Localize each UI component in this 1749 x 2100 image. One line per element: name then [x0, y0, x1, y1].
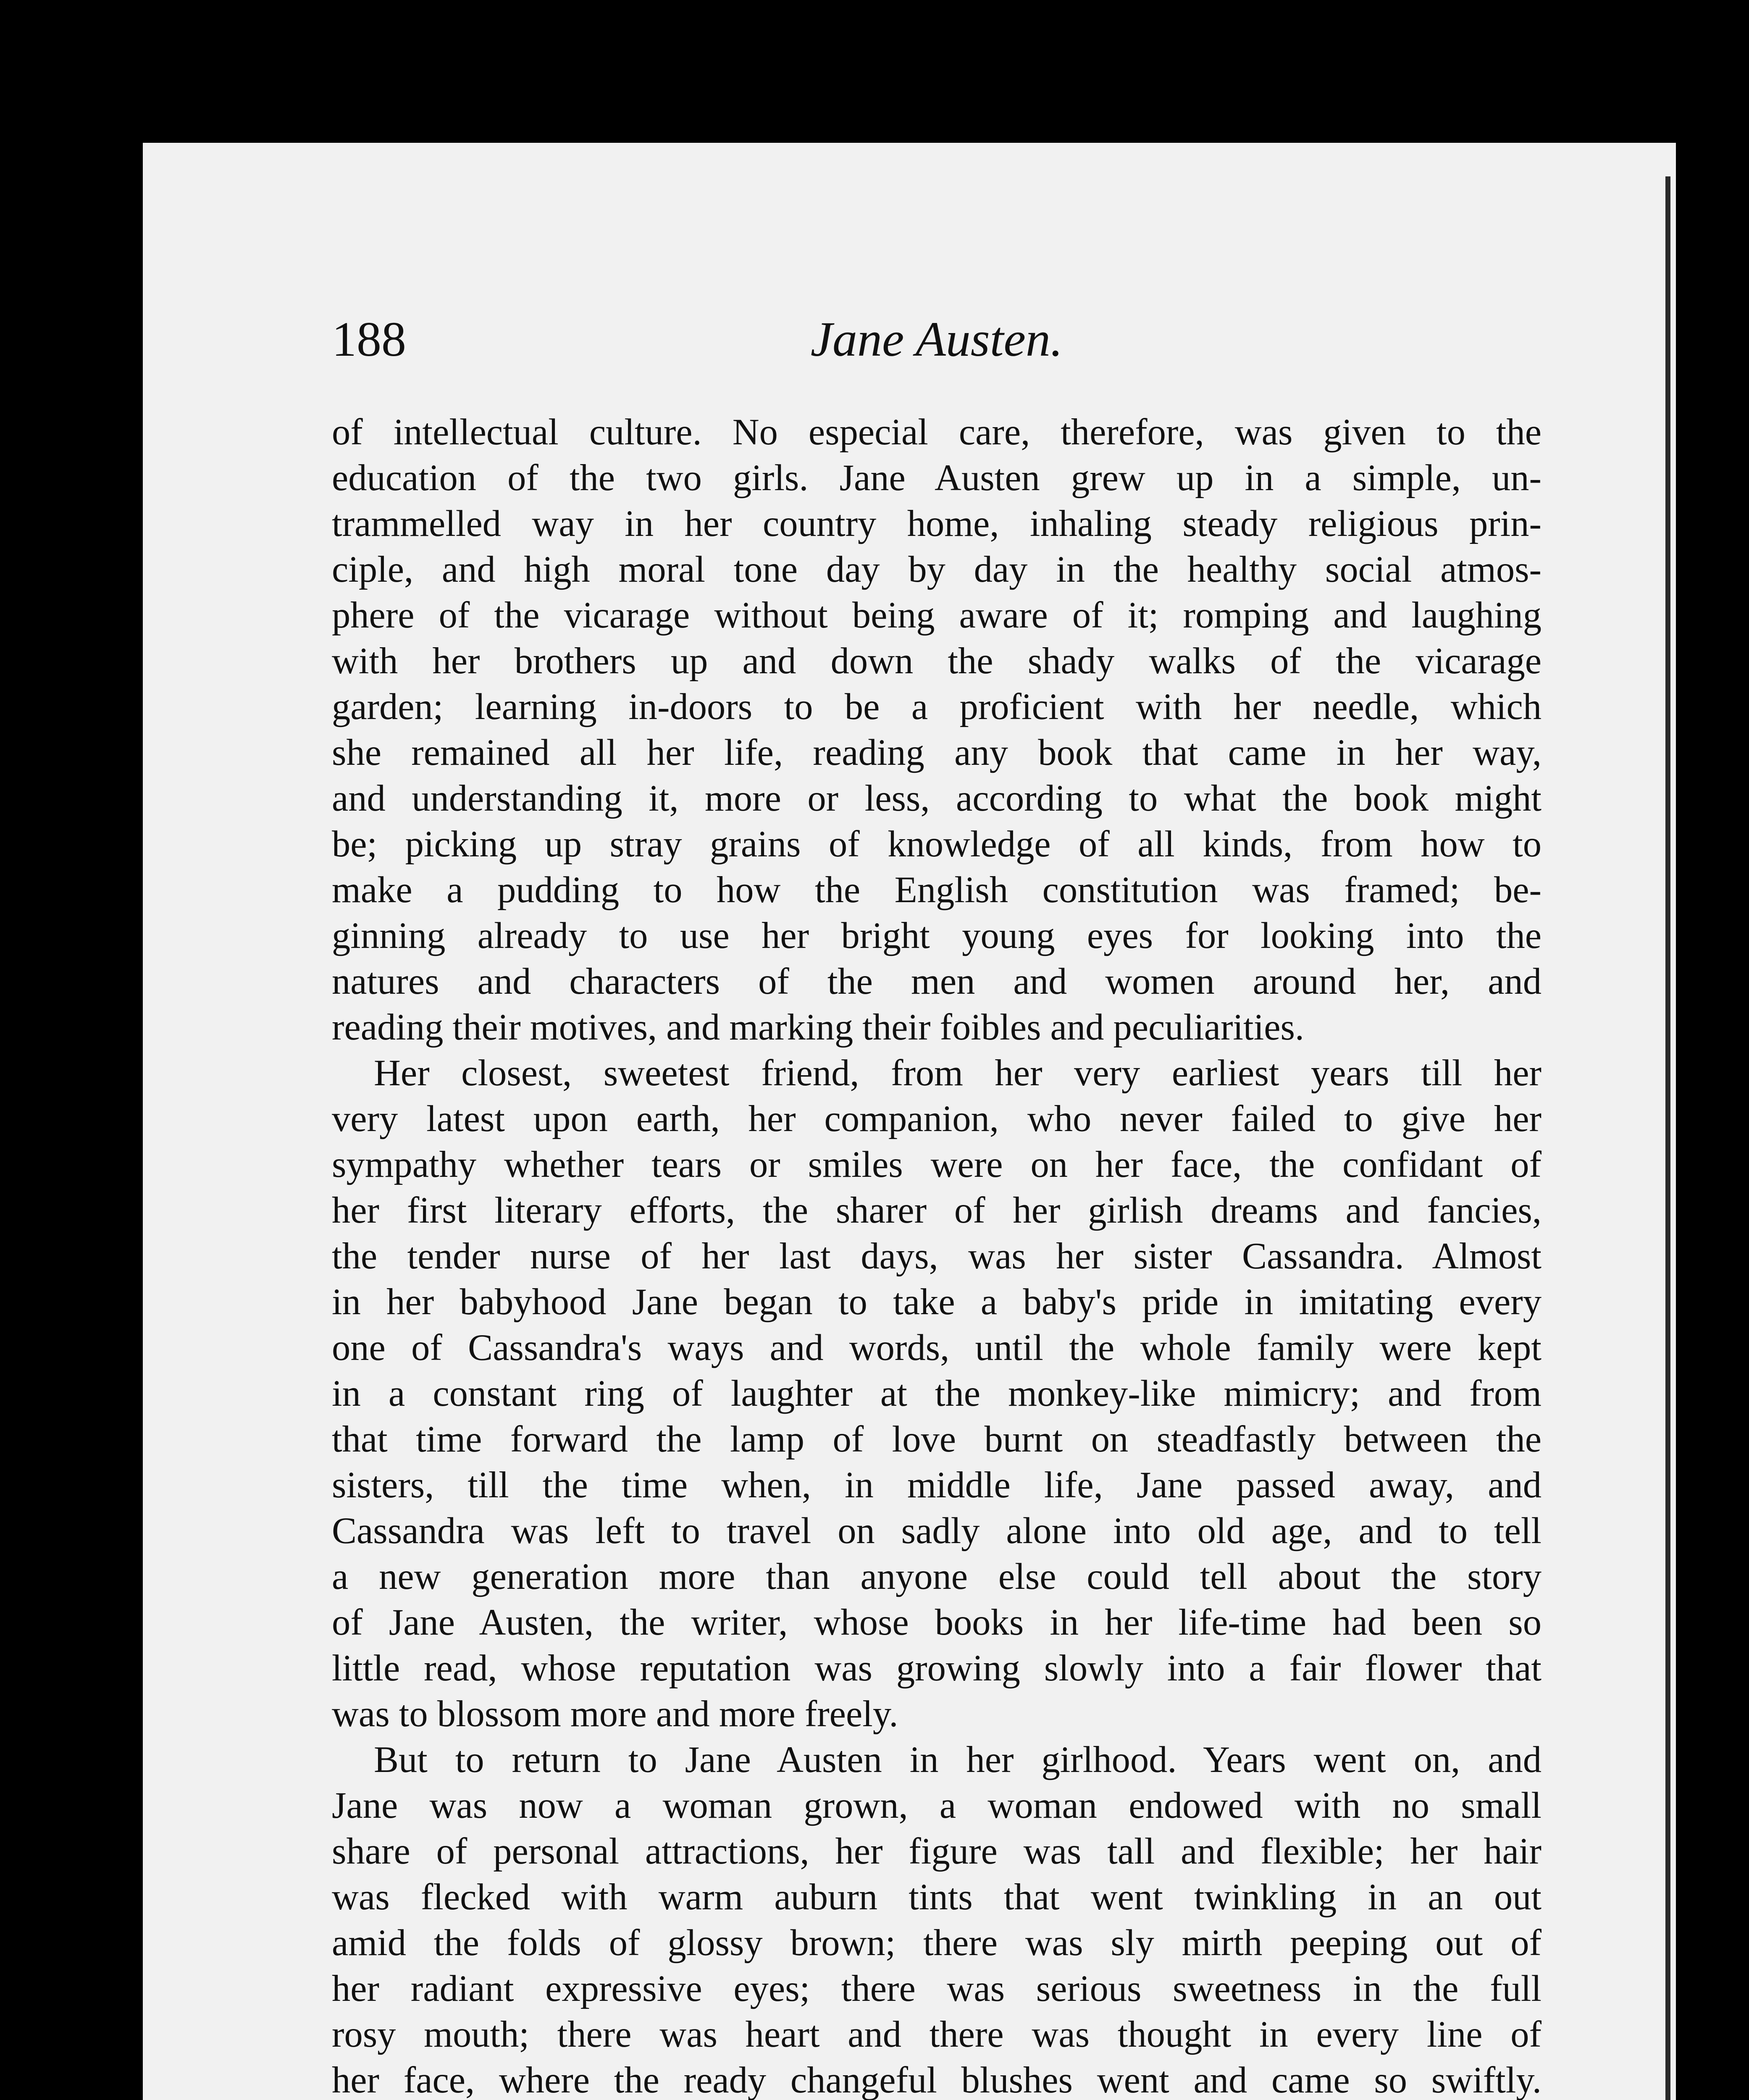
text-line: her face, where the ready changeful blushes went and came so swiftly.: [332, 2060, 1542, 2100]
text-line: and understanding it, more or less, according to what the book might: [332, 778, 1542, 819]
text-line: Cassandra was left to travel on sadly alone into old age, and to tell: [332, 1510, 1542, 1551]
text-line: trammelled way in her country home, inhaling steady religious prin-: [332, 503, 1542, 544]
text-line: a new generation more than anyone else could tell about the story: [332, 1556, 1542, 1597]
text-line: amid the folds of glossy brown; there was sly mirth peeping out of: [332, 1922, 1542, 1964]
text-line: she remained all her life, reading any book that came in her way,: [332, 732, 1542, 773]
text-line: natures and characters of the men and women around her, and: [332, 961, 1542, 1002]
text-line: ciple, and high moral tone day by day in the healthy social atmos-: [332, 549, 1542, 590]
text-line: ginning already to use her bright young eyes for looking into the: [332, 915, 1542, 956]
text-line: of intellectual culture. No especial care, therefore, was given to the: [332, 412, 1542, 453]
paragraph-2: [332, 1050, 1542, 1737]
text-line: very latest upon earth, her companion, who never failed to give her: [332, 1098, 1542, 1139]
text-line: make a pudding to how the English constitution was framed; be-: [332, 869, 1542, 911]
text-line: rosy mouth; there was heart and there was thought in every line of: [332, 2014, 1542, 2055]
paragraph-1: [332, 410, 1542, 1050]
text-line: Her closest, sweetest friend, from her very earliest years till her: [374, 1053, 1542, 1094]
text-line: be; picking up stray grains of knowledge of all kinds, from how to: [332, 824, 1542, 865]
text-line: Jane was now a woman grown, a woman endowed with no small: [332, 1785, 1542, 1826]
text-line: her radiant expressive eyes; there was serious sweetness in the full: [332, 1968, 1542, 2009]
text-line: reading their motives, and marking their foibles and peculiarities.: [332, 1007, 1305, 1048]
paragraph-3: [332, 1737, 1542, 2100]
text-line: one of Cassandra's ways and words, until the whole family were kept: [332, 1327, 1542, 1368]
text-line: sympathy whether tears or smiles were on her face, the confidant of: [332, 1144, 1542, 1185]
body-text: [332, 410, 1542, 2100]
text-line: in her babyhood Jane began to take a baby's pride in imitating every: [332, 1281, 1542, 1323]
page-header: [332, 311, 1542, 395]
text-line: of Jane Austen, the writer, whose books in her life-time had been so: [332, 1602, 1542, 1643]
text-line: phere of the vicarage without being aware of it; romping and laughing: [332, 595, 1542, 636]
running-title: Jane Austen.: [810, 312, 1063, 367]
text-line: education of the two girls. Jane Austen grew up in a simple, un-: [332, 457, 1542, 499]
text-line: with her brothers up and down the shady walks of the vicarage: [332, 640, 1542, 682]
page-edge: [1665, 176, 1670, 2100]
text-line: in a constant ring of laughter at the monkey-like mimicry; and from: [332, 1373, 1542, 1414]
text-line: sisters, till the time when, in middle life, Jane passed away, and: [332, 1465, 1542, 1506]
text-line: But to return to Jane Austen in her girlhood. Years went on, and: [374, 1739, 1542, 1780]
text-line: was flecked with warm auburn tints that went twinkling in an out: [332, 1877, 1542, 1918]
text-line: the tender nurse of her last days, was her sister Cassandra. Almost: [332, 1236, 1542, 1277]
text-line: share of personal attractions, her figure was tall and flexible; her hair: [332, 1831, 1542, 1872]
text-line: little read, whose reputation was growing slowly into a fair flower that: [332, 1648, 1542, 1689]
text-line: was to blossom more and more freely.: [332, 1693, 898, 1735]
page-number: 188: [332, 312, 406, 367]
text-line: her first literary efforts, the sharer of her girlish dreams and fancies,: [332, 1190, 1542, 1231]
text-line: that time forward the lamp of love burnt on steadfastly between the: [332, 1419, 1542, 1460]
text-line: garden; learning in-doors to be a proficient with her needle, which: [332, 686, 1542, 727]
